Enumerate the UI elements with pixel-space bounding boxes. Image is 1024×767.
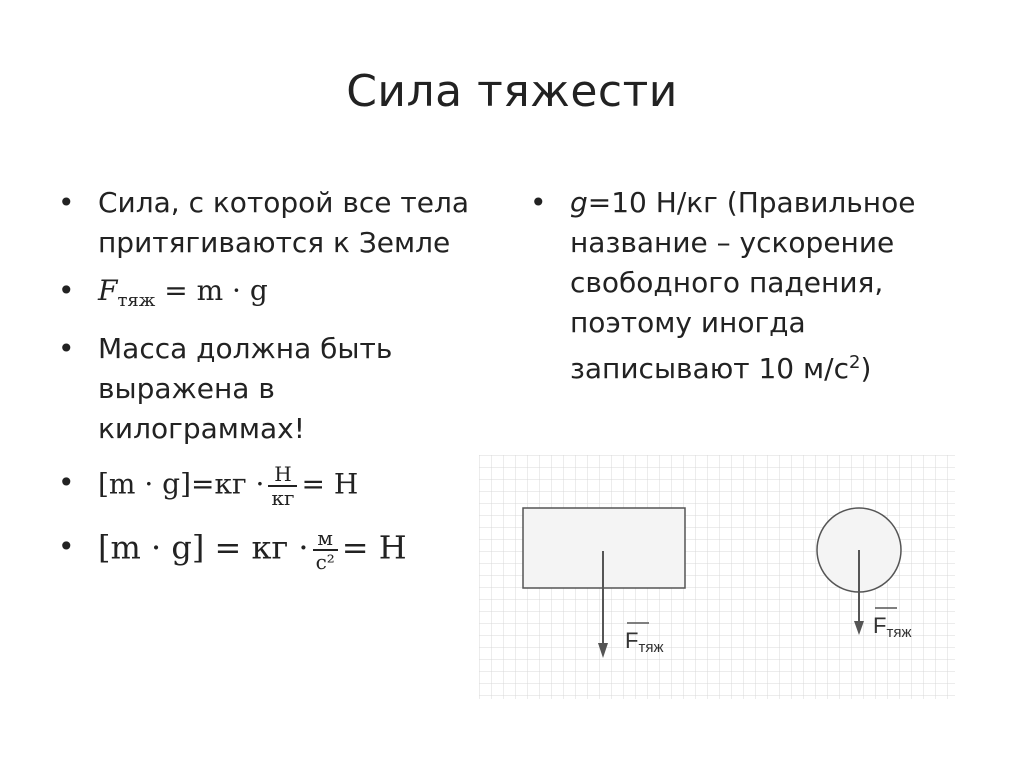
units-2-fraction — [313, 527, 338, 573]
bullet-g-definition — [530, 183, 970, 389]
g-text: =10 Н/кг (Правильное название – ускорение свободного падения, поэтому иногда записывают 10 м/с — [570, 186, 916, 385]
g-symbol: g — [570, 186, 588, 219]
formula-rhs: = m · g — [164, 274, 268, 307]
bullet-mass-note — [58, 329, 478, 449]
bullet-units-2 — [58, 527, 478, 573]
g-superscript: 2 — [848, 352, 861, 373]
g-close: ) — [860, 352, 872, 385]
units-2-rhs: = Н — [341, 528, 407, 567]
units-2-denominator: с² — [315, 550, 335, 574]
gravity-diagram — [479, 455, 955, 699]
formula-symbol: F — [98, 274, 118, 307]
units-2-lhs: [m · g] = кг · — [98, 528, 309, 567]
units-2-numerator: м — [313, 527, 338, 551]
bullet-gravity-formula — [58, 271, 478, 321]
left-column — [58, 183, 478, 581]
ball-force-label: Fтяж — [873, 613, 912, 641]
units-1-fraction — [268, 463, 297, 509]
definition-text: Сила, с которой все тела притягиваются к Земле — [98, 186, 469, 259]
units-1-lhs: [m · g]=кг · — [98, 467, 265, 501]
slide-title: Сила тяжести — [346, 66, 678, 117]
right-column — [530, 183, 970, 397]
units-1-denominator: кг — [271, 486, 295, 510]
units-1-rhs: = Н — [301, 467, 359, 501]
box-force-label: Fтяж — [625, 628, 664, 656]
mass-note-text: Масса должна быть выражена в килограммах! — [98, 332, 393, 445]
formula-subscript: тяж — [117, 290, 156, 311]
units-1-numerator: Н — [268, 463, 297, 487]
bullet-definition — [58, 183, 478, 263]
bullet-units-1 — [58, 463, 478, 509]
